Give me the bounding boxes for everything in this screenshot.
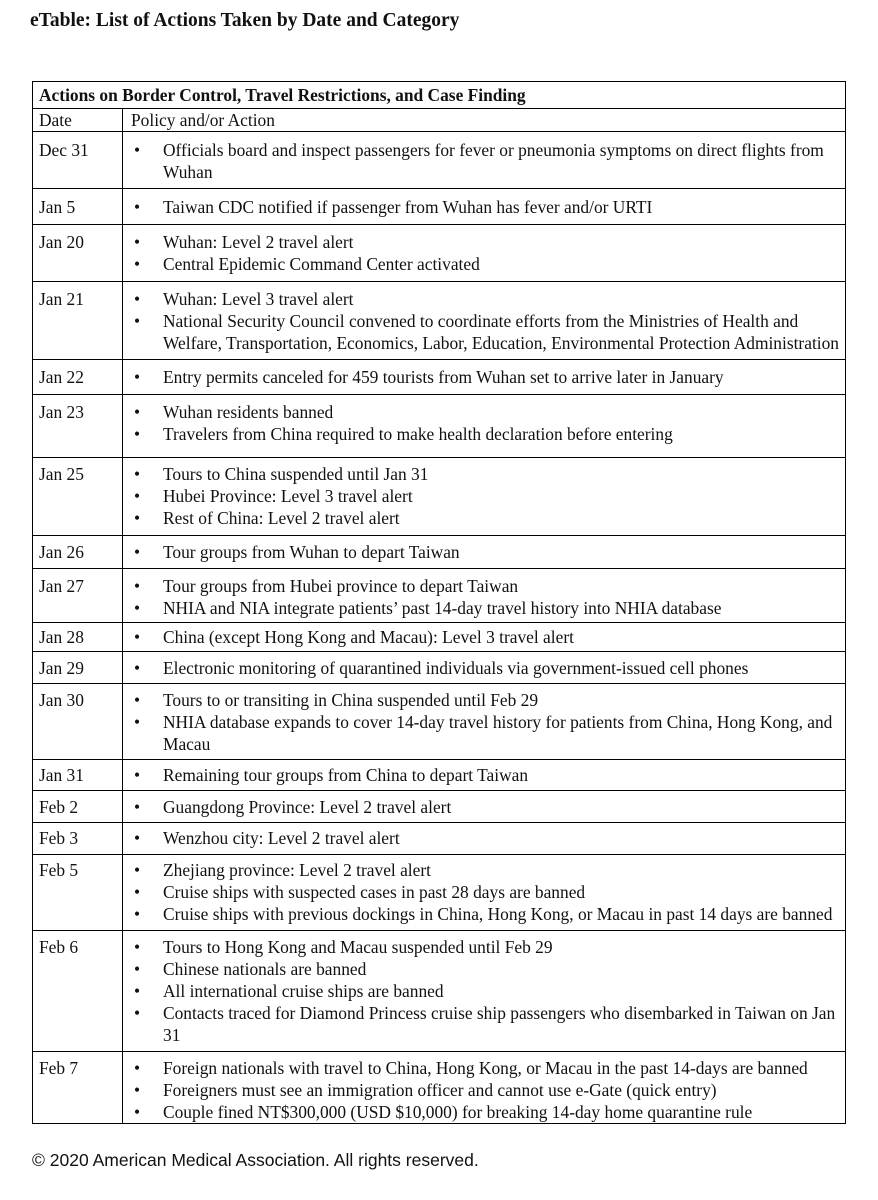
row-date: Jan 5 xyxy=(33,189,123,225)
table-row xyxy=(33,536,846,569)
row-policy-actions xyxy=(123,855,846,931)
table-row xyxy=(33,760,846,791)
row-policy-actions xyxy=(123,652,846,684)
action-item: • Guangdong Province: Level 2 travel alert xyxy=(131,796,839,818)
column-header-row xyxy=(33,109,846,132)
row-date: Feb 6 xyxy=(33,931,123,1052)
row-date: Jan 21 xyxy=(33,282,123,360)
action-list xyxy=(131,366,839,388)
action-list xyxy=(131,626,839,648)
action-item: • Central Epidemic Command Center activated xyxy=(131,253,839,275)
row-date: Jan 30 xyxy=(33,684,123,760)
action-list xyxy=(131,463,839,529)
table-row xyxy=(33,132,846,189)
action-list xyxy=(131,196,839,218)
row-policy-actions xyxy=(123,823,846,855)
table-row xyxy=(33,684,846,760)
action-item: • Zhejiang province: Level 2 travel alert xyxy=(131,859,839,881)
row-date: Feb 5 xyxy=(33,855,123,931)
action-list xyxy=(131,575,839,619)
action-item: • Electronic monitoring of quarantined individuals via government-issued cell phones xyxy=(131,657,839,679)
table-row xyxy=(33,855,846,931)
row-date: Jan 26 xyxy=(33,536,123,569)
action-item: • Travelers from China required to make health declaration before entering xyxy=(131,423,839,445)
action-item: • Rest of China: Level 2 travel alert xyxy=(131,507,839,529)
row-date: Jan 28 xyxy=(33,623,123,652)
page-title: eTable: List of Actions Taken by Date and Category xyxy=(30,10,460,31)
table-row xyxy=(33,395,846,458)
action-list xyxy=(131,859,839,925)
row-policy-actions xyxy=(123,791,846,823)
action-item: • Wuhan residents banned xyxy=(131,401,839,423)
row-date: Jan 31 xyxy=(33,760,123,791)
row-policy-actions xyxy=(123,760,846,791)
row-date: Jan 20 xyxy=(33,225,123,282)
row-date: Jan 27 xyxy=(33,569,123,623)
row-policy-actions xyxy=(123,623,846,652)
action-item: • Chinese nationals are banned xyxy=(131,958,839,980)
action-item: • Wuhan: Level 2 travel alert xyxy=(131,231,839,253)
action-item: • Couple fined NT$300,000 (USD $10,000) for breaking 14-day home quarantine rule xyxy=(131,1101,839,1123)
row-date: Dec 31 xyxy=(33,132,123,189)
row-policy-actions xyxy=(123,360,846,395)
row-policy-actions xyxy=(123,225,846,282)
row-policy-actions xyxy=(123,395,846,458)
action-list xyxy=(131,1057,839,1123)
table-row xyxy=(33,823,846,855)
action-item: • Cruise ships with previous dockings in China, Hong Kong, or Macau in past 14 days are banned xyxy=(131,903,839,925)
row-policy-actions xyxy=(123,132,846,189)
row-policy-actions xyxy=(123,189,846,225)
copyright-notice: © 2020 American Medical Association. All rights reserved. xyxy=(32,1150,479,1170)
table-row xyxy=(33,189,846,225)
action-item: • Foreign nationals with travel to China, Hong Kong, or Macau in the past 14-days are banned xyxy=(131,1057,839,1079)
row-policy-actions xyxy=(123,282,846,360)
column-header-policy: Policy and/or Action xyxy=(123,109,846,132)
action-list xyxy=(131,288,839,354)
action-list xyxy=(131,796,839,818)
action-item: • Contacts traced for Diamond Princess cruise ship passengers who disembarked in Taiwan on Jan 31 xyxy=(131,1002,839,1046)
table-row xyxy=(33,360,846,395)
table-row xyxy=(33,1052,846,1124)
table-row xyxy=(33,458,846,536)
action-item: • Tour groups from Wuhan to depart Taiwan xyxy=(131,541,839,563)
row-date: Feb 7 xyxy=(33,1052,123,1124)
table-row xyxy=(33,623,846,652)
actions-table xyxy=(32,81,846,1124)
column-header-date: Date xyxy=(33,109,123,132)
action-item: • Tours to or transiting in China suspended until Feb 29 xyxy=(131,689,839,711)
table-row xyxy=(33,791,846,823)
row-date: Jan 23 xyxy=(33,395,123,458)
table-row xyxy=(33,225,846,282)
action-item: • Wuhan: Level 3 travel alert xyxy=(131,288,839,310)
action-item: • Tours to China suspended until Jan 31 xyxy=(131,463,839,485)
action-item: • Remaining tour groups from China to depart Taiwan xyxy=(131,764,839,786)
action-item: • Hubei Province: Level 3 travel alert xyxy=(131,485,839,507)
action-item: • All international cruise ships are banned xyxy=(131,980,839,1002)
row-date: Feb 3 xyxy=(33,823,123,855)
table-row xyxy=(33,282,846,360)
action-list xyxy=(131,231,839,275)
action-list xyxy=(131,689,839,755)
action-item: • NHIA and NIA integrate patients’ past 14-day travel history into NHIA database xyxy=(131,597,839,619)
section-heading: Actions on Border Control, Travel Restrictions, and Case Finding xyxy=(33,82,846,109)
action-item: • National Security Council convened to coordinate efforts from the Ministries of Health and Welfare, Transportation, Economics, Labor, Education, Environmental Protection Administration xyxy=(131,310,839,354)
table-row xyxy=(33,569,846,623)
row-policy-actions xyxy=(123,684,846,760)
row-date: Feb 2 xyxy=(33,791,123,823)
action-list xyxy=(131,541,839,563)
row-date: Jan 29 xyxy=(33,652,123,684)
section-heading-row xyxy=(33,82,846,109)
row-policy-actions xyxy=(123,569,846,623)
action-item: • Wenzhou city: Level 2 travel alert xyxy=(131,827,839,849)
action-item: • Officials board and inspect passengers for fever or pneumonia symptoms on direct flights from Wuhan xyxy=(131,139,839,183)
action-item: • NHIA database expands to cover 14-day travel history for patients from China, Hong Kong, and Macau xyxy=(131,711,839,755)
action-list xyxy=(131,827,839,849)
action-list xyxy=(131,936,839,1046)
action-item: • Foreigners must see an immigration officer and cannot use e-Gate (quick entry) xyxy=(131,1079,839,1101)
action-list xyxy=(131,657,839,679)
table-row xyxy=(33,652,846,684)
action-list xyxy=(131,139,839,183)
row-date: Jan 25 xyxy=(33,458,123,536)
action-list xyxy=(131,401,839,445)
action-item: • Tour groups from Hubei province to depart Taiwan xyxy=(131,575,839,597)
row-policy-actions xyxy=(123,536,846,569)
row-policy-actions xyxy=(123,1052,846,1124)
table-row xyxy=(33,931,846,1052)
row-date: Jan 22 xyxy=(33,360,123,395)
row-policy-actions xyxy=(123,931,846,1052)
action-item: • Tours to Hong Kong and Macau suspended until Feb 29 xyxy=(131,936,839,958)
action-list xyxy=(131,764,839,786)
action-item: • Entry permits canceled for 459 tourists from Wuhan set to arrive later in January xyxy=(131,366,839,388)
action-item: • Cruise ships with suspected cases in past 28 days are banned xyxy=(131,881,839,903)
row-policy-actions xyxy=(123,458,846,536)
action-item: • China (except Hong Kong and Macau): Level 3 travel alert xyxy=(131,626,839,648)
action-item: • Taiwan CDC notified if passenger from Wuhan has fever and/or URTI xyxy=(131,196,839,218)
